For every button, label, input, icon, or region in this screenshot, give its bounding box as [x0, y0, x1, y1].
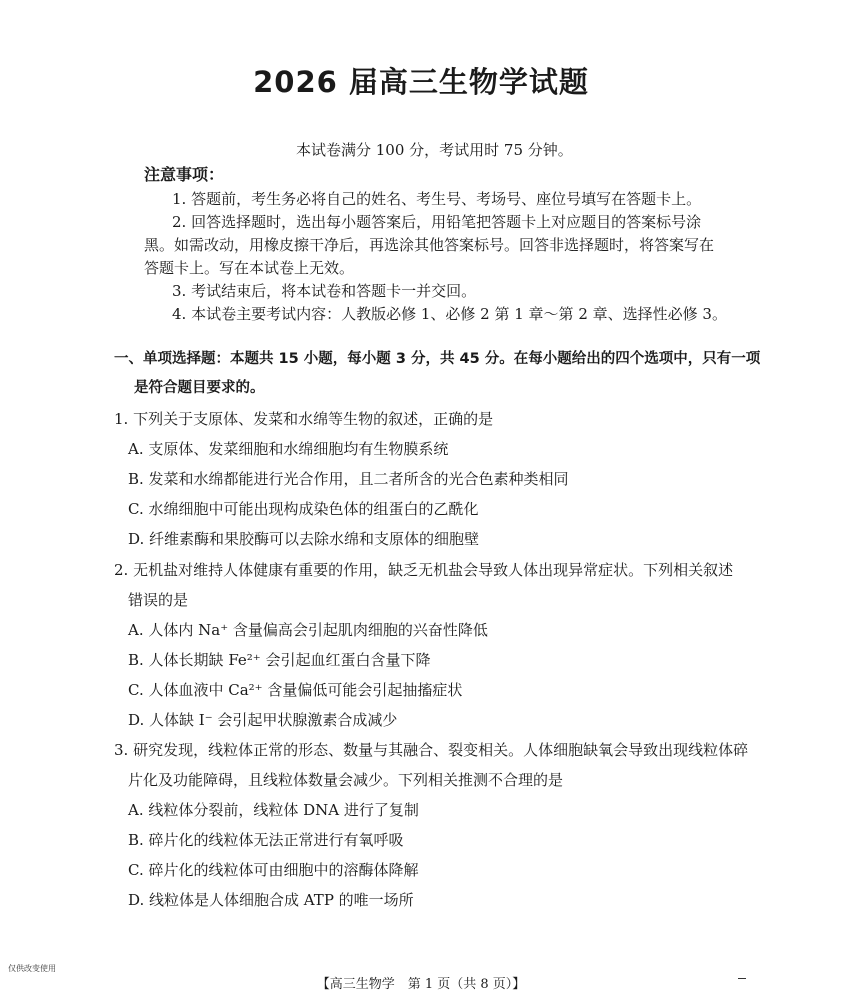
question-2-option-d: D. 人体缺 I⁻ 会引起甲状腺激素合成减少: [128, 711, 398, 729]
question-3-option-b: B. 碎片化的线粒体无法正常进行有氧呼吸: [128, 831, 404, 849]
question-1-option-c: C. 水绵细胞中可能出现构成染色体的组蛋白的乙酰化: [128, 500, 479, 518]
section-heading-cont: 是符合题目要求的。: [134, 380, 265, 396]
question-2-option-c: C. 人体血液中 Ca²⁺ 含量偏低可能会引起抽搐症状: [128, 681, 463, 699]
question-1-option-a: A. 支原体、发菜细胞和水绵细胞均有生物膜系统: [128, 440, 449, 458]
notice-item-4: 4. 本试卷主要考试内容：人教版必修 1、必修 2 第 1 章～第 2 章、选择性必修 3。: [172, 305, 727, 323]
section-heading: 一、单项选择题：本题共 15 小题，每小题 3 分，共 45 分。在每小题给出的四个选项中，只有一项: [114, 351, 761, 367]
footer-note: 仅供改变使用: [8, 964, 56, 973]
page-footer: 【高三生物学 第 1 页（共 8 页）】: [316, 977, 526, 992]
notice-item-1: 1. 答题前，考生务必将自己的姓名、考生号、考场号、座位号填写在答题卡上。: [172, 190, 702, 208]
question-3-option-d: D. 线粒体是人体细胞合成 ATP 的唯一场所: [128, 891, 414, 909]
question-2-option-b: B. 人体长期缺 Fe²⁺ 会引起血红蛋白含量下降: [128, 651, 431, 669]
footer-dash: [738, 978, 746, 979]
question-1-option-d: D. 纤维素酶和果胶酶可以去除水绵和支原体的细胞壁: [128, 530, 480, 548]
exam-intro: 本试卷满分 100 分，考试用时 75 分钟。: [296, 141, 573, 159]
question-1-stem: 1. 下列关于支原体、发菜和水绵等生物的叙述，正确的是: [114, 410, 494, 428]
question-1-option-b: B. 发菜和水绵都能进行光合作用，且二者所含的光合色素种类相同: [128, 470, 569, 488]
notice-item-2: 2. 回答选择题时，选出每小题答案后，用铅笔把答题卡上对应题目的答案标号涂: [172, 213, 702, 231]
exam-title: 2026 届高三生物学试题: [253, 65, 589, 99]
question-2-option-a: A. 人体内 Na⁺ 含量偏高会引起肌肉细胞的兴奋性降低: [128, 621, 488, 639]
question-3-stem: 3. 研究发现，线粒体正常的形态、数量与其融合、裂变相关。人体细胞缺氧会导致出现线粒体碎: [114, 741, 749, 759]
question-3-option-c: C. 碎片化的线粒体可由细胞中的溶酶体降解: [128, 861, 419, 879]
notice-item-2-cont: 黑。如需改动，用橡皮擦干净后，再选涂其他答案标号。回答非选择题时，将答案写在: [144, 236, 715, 254]
notice-heading: 注意事项：: [144, 165, 225, 184]
question-3-stem-cont: 片化及功能障碍，且线粒体数量会减少。下列相关推测不合理的是: [128, 771, 564, 789]
question-3-option-a: A. 线粒体分裂前，线粒体 DNA 进行了复制: [128, 801, 419, 819]
notice-item-3: 3. 考试结束后，将本试卷和答题卡一并交回。: [172, 282, 477, 300]
question-2-stem-cont: 错误的是: [128, 591, 189, 609]
question-2-stem: 2. 无机盐对维持人体健康有重要的作用，缺乏无机盐会导致人体出现异常症状。下列相关叙述: [114, 561, 734, 579]
notice-item-2-end: 答题卡上。写在本试卷上无效。: [144, 259, 355, 277]
